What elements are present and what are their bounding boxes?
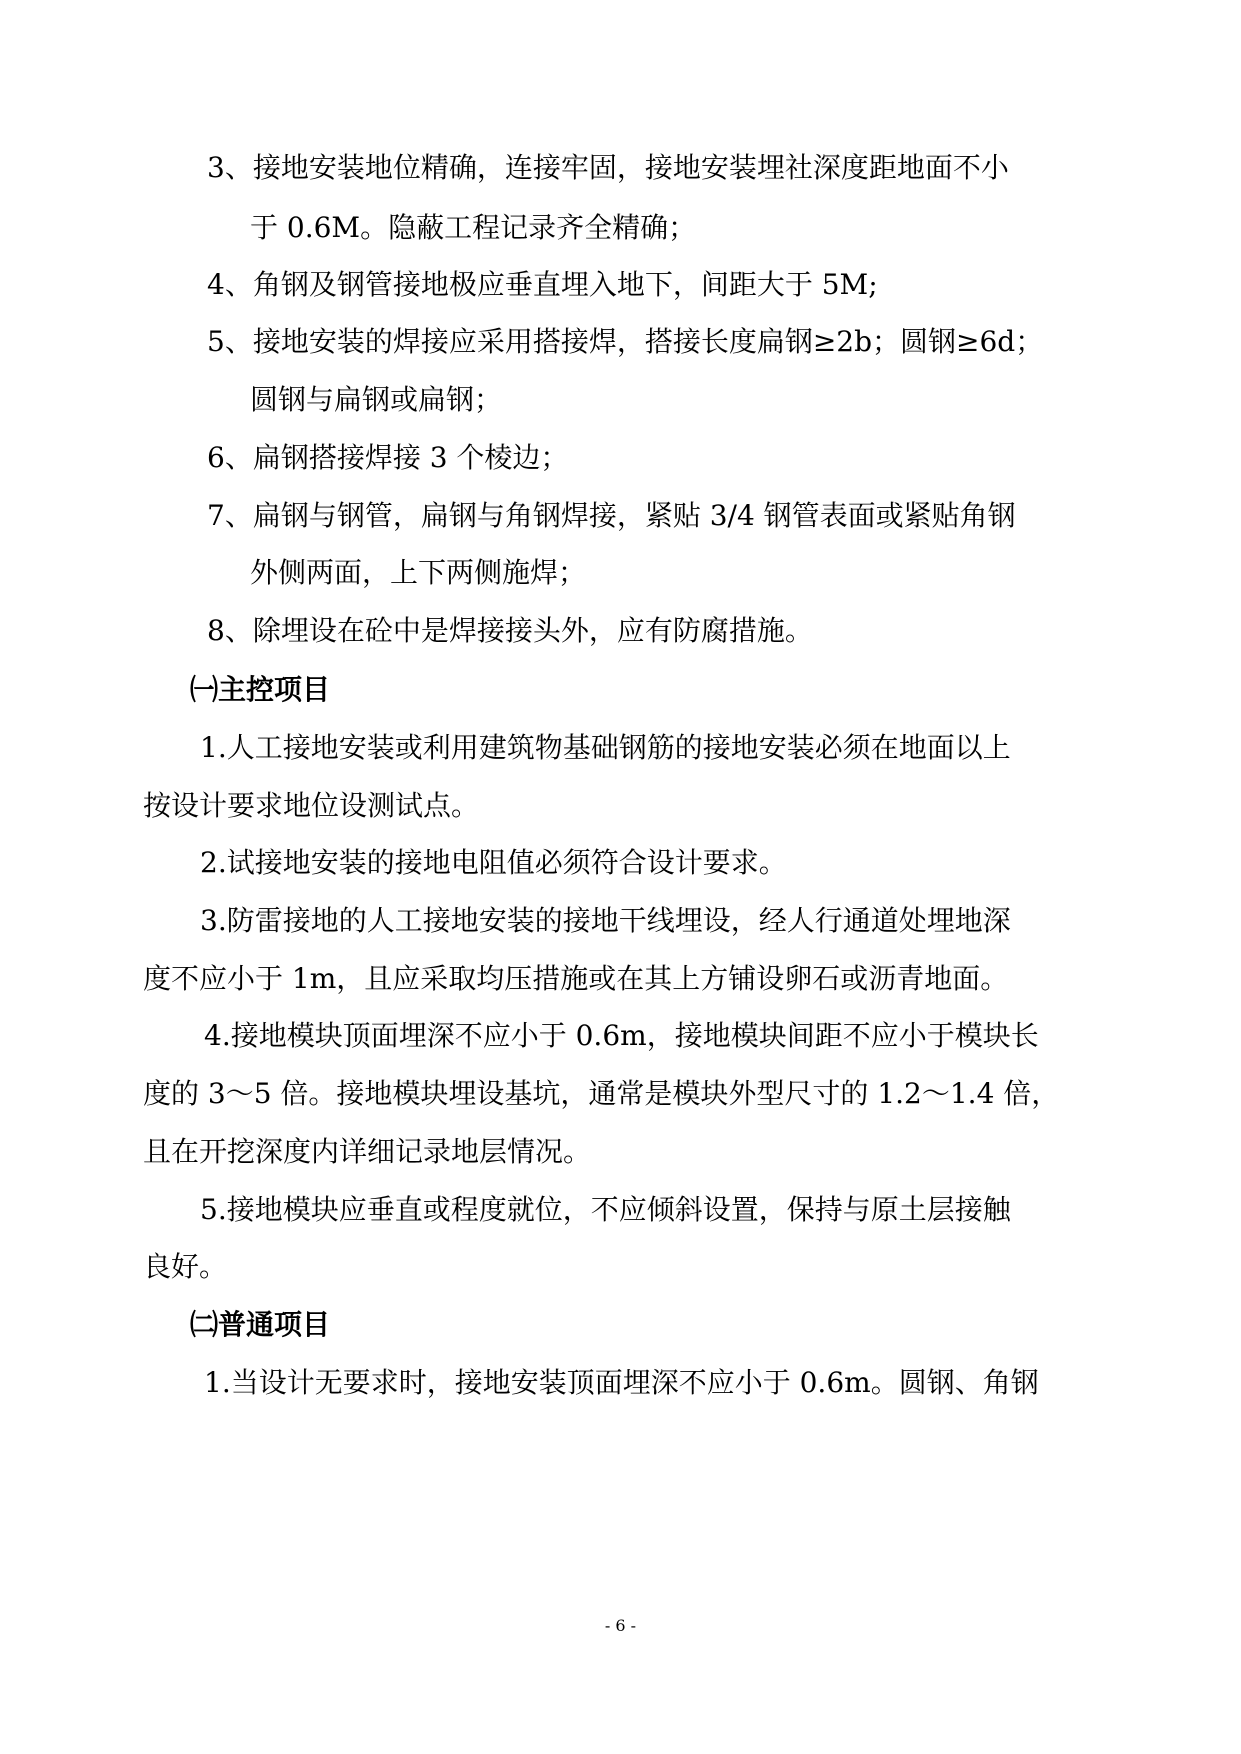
section-1-heading: ㈠主控项目 xyxy=(190,673,331,706)
s2-item-1-line-1: 1.当设计无要求时，接地安装顶面埋深不应小于 0.6m。圆钢、角钢 xyxy=(204,1366,1039,1399)
item-7-line-2: 外侧两面，上下两侧施焊； xyxy=(250,556,587,589)
item-5-line-2: 圆钢与扁钢或扁钢； xyxy=(250,383,503,416)
s1-item-4-line-1: 4.接地模块顶面埋深不应小于 0.6m，接地模块间距不应小于模块长 xyxy=(204,1019,1039,1052)
s1-item-2-line-1: 2.试接地安装的接地电阻值必须符合设计要求。 xyxy=(200,846,787,879)
page-number: - 6 - xyxy=(604,1616,637,1635)
item-4-line-1: 4、角钢及钢管接地极应垂直埋入地下，间距大于 5M; xyxy=(207,268,878,301)
s1-item-4-line-2: 度的 3～5 倍。接地模块埋设基坑，通常是模块外型尺寸的 1.2～1.4 倍， xyxy=(143,1077,1060,1110)
item-3-line-1: 3、接地安装地位精确，连接牢固，接地安装埋社深度距地面不小 xyxy=(207,151,1009,184)
s1-item-5-line-2: 良好。 xyxy=(143,1250,228,1283)
s1-item-5-line-1: 5.接地模块应垂直或程度就位，不应倾斜设置，保持与原土层接触 xyxy=(200,1193,1011,1226)
s1-item-1-line-2: 按设计要求地位设测试点。 xyxy=(143,789,480,822)
s1-item-4-line-3: 且在开挖深度内详细记录地层情况。 xyxy=(143,1135,592,1168)
s1-item-3-line-1: 3.防雷接地的人工接地安装的接地干线埋设，经人行通道处埋地深 xyxy=(200,904,1011,937)
section-2-heading: ㈡普通项目 xyxy=(190,1308,331,1341)
item-3-line-2: 于 0.6M。隐蔽工程记录齐全精确； xyxy=(250,211,697,244)
item-7-line-1: 7、扁钢与钢管，扁钢与角钢焊接，紧贴 3/4 钢管表面或紧贴角钢 xyxy=(207,499,1016,532)
s1-item-1-line-1: 1.人工接地安装或利用建筑物基础钢筋的接地安装必须在地面以上 xyxy=(200,731,1011,764)
s1-item-3-line-2: 度不应小于 1m，且应采取均压措施或在其上方铺设卵石或沥青地面。 xyxy=(143,962,1009,995)
item-6-line-1: 6、扁钢搭接焊接 3 个棱边； xyxy=(207,441,569,474)
item-5-line-1: 5、接地安装的焊接应采用搭接焊，搭接长度扁钢≥2b；圆钢≥6d； xyxy=(207,325,1044,358)
item-8-line-1: 8、除埋设在砼中是焊接接头外，应有防腐措施。 xyxy=(207,614,813,647)
